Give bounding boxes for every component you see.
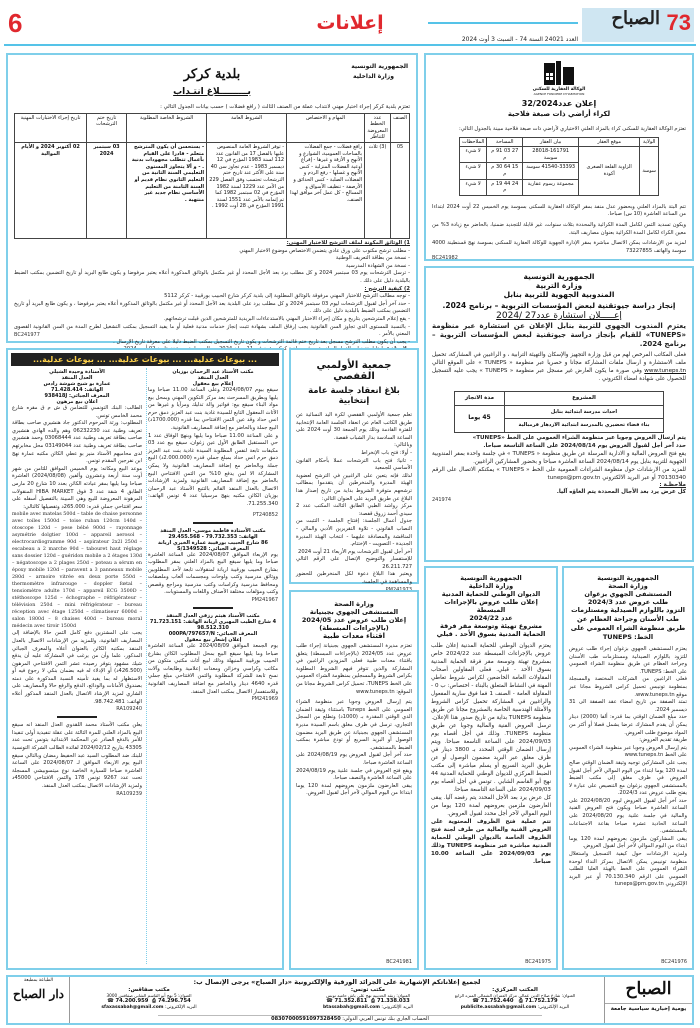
kerker-grade: 05: [391, 142, 410, 238]
jbeniana-p4: ويقع فتح العروض في جلسة علنية يوم 2024/08/19 على الساعة العاشرة والنصف صباحا.: [296, 767, 412, 782]
zaghouan-p7: يجب على المشاركين توجيه وثيقة الضمان الوقتي صالح لمدة 120 يوما ابتداء من اليوم الموالي لآخر أجل لقبول العروض في ظرف مغلق إلى مكتب الضبط بالمستشفى الجهوي بزغوان مع التنصيص على عبارة لا يفتح طلب عروض عدد 2024/3.: [569, 759, 688, 797]
gafsa-p2: وبالتالي:: [394, 442, 412, 449]
jc2-h: عمارة بو شيخ شوشة رادس: [43, 381, 111, 387]
nabeul-note-label: ملاحظـة :: [659, 481, 686, 488]
jc1-h: 4 شارع الطيب المهيري اريانة الهاتف: 71.723.151: [149, 619, 277, 626]
jc2-h: الهاتف: 71.428.414: [51, 387, 103, 393]
jc2-p3: موعد البيع ومكانه: يوم الخميس الموافق للثامن من شهر أوت سنة أربعة وعشرون وألفين (2024/08/08) العاشرة صباحا وما يليها بمقر عيادته الكائن بعدد 10 شارع 20 مارس الطابق 4 شقة عدد 3 فوق HIBA MARKET المنقولات المرهونة المعروضة للبيع وهي المبينة بالتفصيل أسفله على سعر افتتاحي جملي قدره: 265.000د وتفصيلها كالتالي:: [12, 465, 143, 510]
nabeul-lead: يعتزم المندوب الجهوي للتربية بنابل الإعلان عن استشارة عبر منظومة «TUNEPS» للقيام بإنجاز دراسة جيوتقنية لبعض المؤسسات التربوية – برنامج 2024.: [432, 322, 686, 348]
kerker-col: الشروط العامة: [207, 113, 287, 142]
office-fax: 74.296.754: [157, 998, 191, 1004]
afh-col: الولاية: [640, 137, 659, 147]
kerker-s1-line: - نسخة من الشهادة المدرسية: [346, 262, 410, 269]
afh-note: لا شيء: [460, 179, 487, 195]
gafsa-p10: ويعتبر هذا البلاغ دعوة لكل المنخرطين للحضور والمساهمة في الجلسة.: [296, 571, 412, 586]
jc2-p4: يجب على المشترين دفع كامل الثمن حالا بالإضافة إلى المصاريف القانونية، وللمزيد من الإرشادات الاتصال بالعدل المنفذ بمكتبه الكائن بالعنوان أعلاه والمعرف الجبائي المذكور، علما وأن من يرغب في المشاركة عليه أن يدفع شيك مشهود بتوفر رصيده عشر الثمن الافتتاحي المرهون (426.500د) أو الإدلاء له فيه بضمان بنكي لا رجوع فيه أو الاستظهار له بما يفيد تأمينه النسبة المذكورة على ذمته بصندوق الأمانات والودائع، الدفع والرفع حالا والمصاريف على الشاري لمزيد الإرشاد الاتصال بالعدل المنفذ المذكور أعلاه الهاتف: 98.742.481.: [12, 630, 142, 705]
kerker-code: BC241977: [14, 332, 40, 338]
zaghouan-p5: طريقة تقديم العروض:: [639, 737, 687, 744]
kerker-deadline: 03 سبتمبر 2024: [87, 142, 127, 238]
kerker-s2-line: - بالنسبة للمستوى الذي تجاوز السن القانونية يجب إرفاق الملف بشهادة تثبت إنجاز خدمات مدنية فعلية أو ما يفيد التسجيل بمكتب التشغيل لطرح المدة من السن القانونية القصوى المعني بالأمر .: [14, 323, 410, 338]
kerker-section1-title: 1) الوثائق المكونة لملف الترشح للاختبار المهني:: [286, 239, 410, 246]
jc1-p1: سيقع بيوم 2024/08/07 وعلى الساعة 11.00 صباحا وما يليها وبطريق المسرحث بعد مركز التكوين المهني وبمحل بيع مواد البناء سيقع بيع: فواتير والة تدليك ومرآيا و غيرها من الأثاث المعقول التابع للسيدة غادية بنت عبد العزيز دمق حرم انس حداد وقد عين الثمن الافتتاحي بما قدره (1700.000د) البيع جملة وبالحاضر مع إضافة المصاريف القانونية.: [148, 387, 278, 431]
nabeul-duration: 45 يوما: [455, 405, 505, 432]
afh-area: 24 44 19 م م: [487, 179, 523, 195]
kerker-ministry: وزارة الداخلية: [352, 73, 394, 80]
ad-zaghouan-tender: [562, 566, 694, 970]
civil-republic: الجمهورية التونسية: [460, 574, 522, 582]
gafsa-p8: آخر أجل لقبول الترشحات يوم الأربعاء 21 أوت 2024: [298, 548, 412, 555]
jc1-code2: PM241967: [251, 597, 278, 604]
jc2-h: الأستاذة وحيدة الشيلي: [49, 369, 105, 375]
kerker-general: - توفر الشروط العامة المنصوص عليها بالفصل 17 من القانون عدد 112 لسنة 1983 المؤرخ في 12 ديسمبر 1983 - عدم تجاوز سن 40 سنة على الأكثر عند تاريخ ختم الترشحات تحتسب وفق الفصل 229 من الأمر عدد 1229 لسنة 1982 المؤرخ في 02 سبتمبر 1982 كما تم إتمامه بالأمر عدد 1551 لسنة 1991 المؤرخ في 28 أوت 1992 .: [207, 142, 287, 238]
footer-office-tunis: [308, 987, 428, 1010]
nabeul-project: إنجاز دراسة جيوتقنية لبعض المؤسسات التربوية – برنامج 2024.: [442, 301, 676, 310]
jc1-h: مكتب الأستاذة فاطمة موسى- العدل المنفذ: [160, 527, 266, 534]
footer-office-hq: [430, 987, 600, 1010]
kerker-s2-line: - يقع إعلام المترشحين بتاريخ و مكان إجراء الاختبار المهني بالاستدعاءات البريدية للمترشحين الذين قبلت ترشحاتهم.: [163, 315, 410, 322]
nabeul-directorate: المندوبية الجهوية للتربية بنابل: [503, 290, 615, 299]
jc2-p1: الطالب: البنك التونسي للتضامن ق ش م ق مقره شارع محمد الخامس تونس.: [12, 405, 142, 419]
office-phone: 71.752.440: [480, 998, 514, 1004]
nabeul-note: كل عرض يرد بعد الأجال المحددة يتم الغاؤه آليا.: [556, 489, 686, 496]
nabeul-republic: الجمهورية التونسية: [523, 272, 595, 281]
bank-label: الحساب الجاري بنك تونس العربي الدولي:: [342, 1016, 429, 1022]
gafsa-p3: - أولا: فتح باب الإنخراط: [361, 449, 412, 456]
kerker-col: تاريخ إجراء الاختبارات المهنية: [15, 113, 87, 142]
office-title: مكتب تونس:: [350, 987, 386, 993]
footer-office-sfax: [74, 987, 224, 1010]
office-title: المكتب المركزي:: [492, 987, 538, 993]
kerker-s1-line: - ترسل الترشحات يوم 03 سبتمبر 2024 و كل مطلب يرد بعد الأجل المحدد أو غير مكتمل بالوثائق المذكورة أعلاه يعتبر مرفوضا و يكون طابع البريد أو تاريخ التضمين بمكتب الضبط بالبلدية دليل على ذلك .: [14, 270, 411, 284]
kerker-tasks: رافع فضلات - جمع الفضلات بالساحات العمومية، الشوارع و الأنهج و الأزقة و غيرها - إفراغ أوعية الفضلات المنزلية - كنس الأنهج و غسلها - رفع الردم و الفضلات الصلبة - كنس الحدائق و الأرصفة - تنظيف الأسواق و المسالخ - كل عمل آخر موافق لهذا الصنف.: [287, 142, 365, 238]
jc1-h: العدل المنفذ: [197, 375, 229, 381]
nabeul-col-duration: مدة الانجاز: [455, 392, 505, 406]
jbeniana-subject: اقتناء معدات طبية: [322, 632, 386, 640]
jbeniana-code: BC241981: [386, 959, 412, 965]
afh-intro: تعتزم الوكالة العقارية للسكنى كراء بالمزاد العلني الاختياري لأراضي ذات صبغة فلاحية مبينة بالجدول التالي:: [458, 126, 686, 132]
zaghouan-ministry: وزارة الصحة: [608, 582, 648, 590]
separator: [193, 522, 233, 524]
civil-code: BC241975: [525, 959, 551, 965]
afh-agency-fr: AGENCE FONCIERE D'HABITATION: [533, 92, 585, 96]
kerker-col: الصنف: [391, 113, 410, 142]
kerker-posts: (3) ثلاث: [365, 142, 391, 238]
jc1-h: 86 شارع الحبيب بورقيبة عمارة الخيري اريانة: [157, 539, 268, 546]
jc1-p2: و على الساعة 11.00 صباحا وما يليها وبنهج الوفاق عدد 1 حي المستقبل الطابق الأول عين زغوان، سيقع بيع عدد 03 مكيفات تابعة لنفس المطلوبة السيدة غادية بنت عبد العزيز دمق حرم انس حداد بمبلغ جملي قدره (2.000.000د) البيع جملة وبالحاضر مع إضافة المصاريف القانونية ولا يمكن المشاركة الا لمن يدفع 10% من الثمن الافتتاحي البيع بالحاضر مع إضافة المصاريف القانونية ولمزيد الإرشادات الاتصال بالعدل المنفذ القائم بالتتبع الأستاذ عبد الرحمان بوزيان الكائن مكتبه بنهج مرسيليا عدد 4 تونس الهاتف: 71.255.340.: [148, 432, 279, 507]
jc1-p4: يوم الجمعة الموافق 2024/08/09 على الساعة العاشرة صباحا وما يليها سيقع البيع بمحل المطلوب الكائن بشارع الحبيب بورقيبة المنيهلة وذلك لبيع أثاث مكتبي متكون من مكاتب وكراسي وخزائن ومعدات إعلامية وطابعات وآلات نسخ تابعة للشركة المطلوبة والثمن الافتتاحي مبلغ جملي قدره 4640 دينار وبالحاضر مع اضافة المصاريف القانونية وللاستفسار الاتصال بمكتب العدل المنفذ.: [148, 643, 278, 695]
zaghouan-p3: تمتد الصفقة من تاريخ امضاء عقد الصفقة الى 31 ديسمبر 2024.: [569, 699, 687, 713]
jbeniana-p1: تعتزم مديرة المستشفى الجهوي بجبنيانة إجراء طلب عروض عدد 2024/05 (بالإجراءات المبسطة) يتعلق باقتناء معدات طبية فعلى المزودين الراغبين في المشاركة والذين تتوفر فيهم الشروط المطلوبة بكراس الشروط والمسجلين بمنظومة الشراء العمومي على الخط TUNEPS، تحميل كراس الشروط مجانا من الموقع: www.tuneps.tn: [296, 643, 412, 695]
jc1-h: 98.512.310: [197, 625, 229, 632]
nabeul-ministry: وزارة التربية: [535, 281, 583, 290]
gafsa-p5: لذلك فإنه يتعين على الراغبين في الترشح لعضوية الهيئة المديرة والمنخرطين أن يتقدموا بمطالب ترشحهم متوفرة الشروط بداية من تاريخ إصدار هذا البلاغ عن طريق البريد على العنوان التالي:: [296, 472, 412, 502]
printer-icon: ⎙: [151, 998, 157, 1004]
kerker-republic: الجمهورية التونسية: [351, 63, 408, 70]
zaghouan-p8: حدد آخر أجل لقبول العروض ليوم 2024/08/20 على الساعة العاشرة صباحا ويكون فتح العروض الفنية والمالية في جلسة علنية يوم 2024/08/20 على الساعة الحادية عشرة صباحا بقاعة الاجتماعات بالمستشفى.: [569, 797, 687, 835]
section-title: إعلانات: [316, 12, 384, 34]
zaghouan-subject: التزود باللوازم الصيدلية ومستلزمات طب الأسنان وجراحة العظام عن طريق منظومة الشراء العمومي على الخط: TUNEPS: [570, 606, 686, 641]
kerker-s2-line: - يجب أن يكون مطلب الترشح مسجل بعد تاريخ ختم قائمة الترشحات و يكون تاريخ التسجيل بمكتب الضبط دليلا على معرفة تاريخ الإرسال .: [113, 338, 410, 345]
jc1-h: المعرف الجبائي: S/1349528: [177, 545, 249, 552]
header-rule: [4, 44, 696, 46]
afh-p3: لمزيد من الإرشادات يمكن الاتصال مباشرة بمقر الإدارة الجهوية للوكالة العقارية للسكنى بسوسة نهج قسنطينة 4000 سوسة والهاتف 73227855: [432, 240, 686, 254]
kerker-col: عدد الخطط المعروضة للتناظر: [365, 113, 391, 142]
judicial-sales-banner: ... بيوعات عدلية... ... بيوعات عدلية... ... بيوعات عدلية...: [11, 353, 279, 366]
kerker-municipality: بلدية كركر: [183, 67, 241, 82]
jc2-equipment: mobile avec matelas 500d – table de chaise personne avec toiles 1500d – toise ruban 120cm 140d – otoscope 120d – pese bébé 900d – rayonnage asymétrie dolgtier 100d – appareil aerosol – electrocardiogramme 90d – aspirateur 2x2l 250d – escabeau a 2 marche 90d – tabouret haut réglage sans dossier 120d – guéridon mobile a 2 étages 130d – négatoscope a 2 plages 250d – poteau a sérum en époxy mobile 120d – paravent a 3 panneaux mobile 280d – armoire vitrée en deux porte 550d – thermomètre infrarouge – doppler fœtal – tensiomètre adulte 170d – appareil ECG 3500D – stéthoscope 125d – échographe – réfrigérateur – télévision 250d – mini réfrigérateur – bureau réception avec étage 1250d – climatiseur 6000d – salon 1800d – 8 chaises 400d – bureau moral médecin avec tiroir 1500d: [12, 512, 142, 630]
issue-line-text: العدد 24021 السنة 74 - السبت 3 أوت 2024: [461, 36, 578, 43]
office-address: العنوان: زنقة الحديبية نهج علي باش حامبة تونس: [326, 993, 410, 998]
ad-civil-protection-tender: [424, 566, 558, 970]
nabeul-p2: يتم ارسال العروض وجوبا عبر منظومة الشراء العمومي على الخط «TUNEPS»: [472, 434, 686, 441]
zaghouan-republic: الجمهورية التونسية: [597, 574, 659, 582]
page-header: [0, 0, 700, 46]
zaghouan-p9: يبقى المشاركون ملزمون بعروضهم لمدة 120 يوما ابتداء من اليوم الموالي لآخر أجل لقبول العروض.: [569, 835, 687, 850]
afh-col: الملاحظات: [460, 137, 487, 147]
nabeul-code: 241974: [432, 496, 452, 503]
jbeniana-p5: يبقى العارضون ملزمون بعروضهم لمدة 120 يوما ابتداءا من اليوم الموالي لآخر أجل لقبول العروض.: [296, 782, 412, 797]
kerker-col: تاريخ ختم الترشحات: [87, 113, 127, 142]
separator: [193, 607, 233, 609]
jbeniana-p3: حدد آخر أجل لقبول العروض يوم 2024/08/19 على الساعة العاشرة صباحا.: [296, 752, 412, 766]
kerker-s1-line: - مطلب ترشح مكتوب على ورق عادي يتضمن الاختصاص موضوع الاختبار المهني: [239, 247, 410, 254]
footer-dar-label: الطباعة بمطبعة: [23, 978, 54, 983]
nabeul-p4: يقع فتح العروض المالية و الادارية المرسلة عن طريق منظومة « TUNEPS » في جلسة واحدة بمقر المندوبية الجهوية للتربية بنابل يوم 2024/08/14 الساعة العاشرة صباحا و بحضور المشاركين الراغبين.: [432, 450, 687, 465]
office-address: العنوان: 5 نهج أبو القاسم الشابي صفاقس 3000: [106, 993, 192, 998]
kerker-special: - يستحسن أن يكون المترشح متعلم - قادرا على القيام بأعمال تتطلب مجهودات بدنية . - و ألا يتجاوز المستوى التعليمي السنة الثانية من التعليم الثانوي نظام قديم أو السنة الثامنة من التعليم الأساسي نظام جديد غير منتهية .: [127, 142, 207, 238]
gafsa-p1: تعلم جمعية الأولمبي القفصي لكرة اليد النسائية عن طريق الكاتب العام عن انعقاد الجلسة العامة الإنتخابية للفترة القادمة وذلك يوم الجمعة 30 أوت 2024 على الساعة السادسة بدار الشباب قفصة.: [296, 412, 412, 441]
office-email[interactable]: btassabah@gmail.com: [322, 1005, 380, 1010]
afh-col: المساحة: [487, 137, 523, 147]
bank-account: 08307000591097328450: [271, 1016, 341, 1022]
separator: [57, 716, 97, 718]
afh-location: الزاوية القلعة الصغرى أكودة: [579, 147, 640, 196]
jc1-h: مكتب الأستاذ عبد الرحمان بوزيان: [172, 369, 254, 375]
civil-office: الديوان الوطني للحماية المدنية: [441, 590, 541, 598]
kerker-s2-line: - حدد آخر أجل لقبول الترشحات ليوم 03 سبتمبر 2024 و كل مطلب يرد على البلدية بعد الأجل المحدد أو غير مكتمل بالوثائق المذكورة أعلاه يعتبر مرفوضا ، و يكون طابع البريد أو تاريخ التضمين بمكتب الضبط بالبلدية دليل على ذلك .: [14, 300, 410, 315]
jbeniana-sub: (بالإجراءات المبسطة): [319, 624, 389, 632]
afh-code: BC241982: [432, 255, 458, 262]
zaghouan-hospital: المستشفى الجهوي بزغوان: [584, 590, 672, 598]
nabeul-project-1: احداث مدرسة ابتدائية بنابل: [505, 405, 664, 419]
fax-icon: ☎: [107, 998, 114, 1004]
kerker-exam-date: 02 أكتوبر 2024 و الأيام الموالية: [15, 142, 87, 238]
jc2-code1: RA109240: [116, 706, 142, 713]
afh-note: لا شيء: [460, 147, 487, 163]
jbeniana-ministry: وزارة الصحة: [334, 600, 374, 608]
kerker-intro: تعتزم بلدية كركر إجراء اختبار مهني لانتداب عملة من الصنف الثالث ( رافع فضلات ) حسب بيانات الجدول التالي :: [160, 104, 410, 110]
zaghouan-p1: يعتزم المستشفى الجهوي بزغوان إجراء طلب عروض للتزود باللوازم الصيدلية ومستلزمات طب الأسنان وجراحة العظام عن طريق منظومة الشراء العمومي على الخط: TUNEPS.: [569, 646, 687, 675]
kerker-s1-line: - نسخة من بطاقة التعريف الوطنية: [335, 255, 410, 262]
jc1-code3: PM241969: [251, 696, 278, 703]
tuneps-link[interactable]: www.tuneps.tn: [644, 368, 686, 374]
ad-kerker-recruitment: [6, 53, 418, 343]
afh-area: 27 03 91 م م: [487, 147, 523, 163]
page-number: 6: [8, 8, 23, 38]
civil-p3: كل عرض يرد بعد الأجل المحدد يتم رفضه آليا. يبقى العارضون ملزمين بعروضهم لمدة 120 يوما من اليوم الموالي لآخر أجل محدد لقبول العروض.: [431, 795, 551, 817]
gafsa-p7: جدول أعمال الجلسة: إفتتاح الجلسة - التثبت من النصاب القانوني - تلاوة التقريرين الأدبي والمالي - المناقشة والمصادقة عليهما - انتخاب الهيئة المديرة الجديدة - التصويت - الإختتام.: [296, 518, 412, 548]
civil-title: إعلان طلب عروض بالإجراءات المبسطة: [444, 598, 538, 614]
fax-icon: ☎: [326, 998, 333, 1004]
afh-col: بيان العقار: [523, 137, 579, 147]
footer-dar-block: [8, 977, 70, 1023]
nabeul-project-2: بناء فضاء تحضيري بالمدرسة ابتدائية الازدهار قرمبالية: [505, 419, 664, 433]
office-fax: 71.338.033: [376, 998, 410, 1004]
afh-col: موقع العقار: [579, 137, 640, 147]
footer-contacts: [6, 975, 694, 1025]
afh-p1: تتم البتة بالمزاد العلني وبحضور عدل منفذ بمقر الوكالة العقارية للسكنى بسوسة يوم الخميس 22 أوت 2024 ابتداءا من الساعة العاشرة (10 س) صباحا.: [432, 203, 686, 218]
nabeul-table: [454, 391, 664, 433]
printer-icon: ⎙: [370, 998, 376, 1004]
column-divider: [146, 368, 147, 964]
kerker-title: بـــــــــلاغ انتـداب: [173, 87, 251, 97]
jc2-h: المعرف الجبائي: 938418J: [44, 393, 110, 399]
jc2-p2: المطلوب: ورثة المرحوم الدكتور جاد هنشيري صاحب بطاقة تعريف وطنية عدد 06232230 وهم والده الهادي هنشيري صاحب بطاقة تعريف وطنية عدد 03068444 وحمد هنشيري صاحب بطاقة تعريف وطنية عدد 03149044 محل مخابرتهم لدى محاميهم الأستاذ منير بو عطي الكائن مكتبه عمارة نهج ابن نفرجين المقدم تونس.: [12, 420, 142, 465]
jbeniana-title: إعلان طلب عروض عدد 2024/05: [301, 616, 407, 624]
afh-note: لا شيء: [460, 163, 487, 179]
gafsa-p9: للإستفسار والتوضيح الإتصال على الرقم التالي 26.211.727: [296, 556, 412, 570]
judicial-col-left: [12, 369, 142, 797]
jc2-p5: يعلن مكتب الأستاذ محمد اللقدوي العدل المنفذ انه سيقع البيع بالمزاد العلني للمرة الثالثة على عقلة تنفيذية أولى تنفيذا للأمر بالدفع الصادر عن المحكمة الابتدائية بتونس تحت عدد 43305 بتاريخ 2024/02/12 لفائدة الطالب الشركة التونسية للبنك ضد المطلوب السيد عبد الحفيظ رمضان وبالتالي سيقع البيع يوم الاربعاء الموافق لـ 2024/08/07 على الساعة العاشرة صباحا للسيارة الخاصة نوع ميتسوبيشي المسجلة تحت عدد 9267 تونس 178 والثمن الافتتاحي 45000د ولمزيد الإرشادات الاتصال بمكتب العدل المنفذ.: [12, 722, 143, 789]
afh-p2: ويكون تسديد الثمن لكامل المدة الكرائية والمحددة بثلاث سنوات، غير قابلة للتجديد ضمنيا، بالحاضر مع زيادة 3% من معين الكراء لكامل المدة الكرائية بعنوان مصاريف البتة.: [432, 221, 686, 236]
jc1-h: إعلان إشعار بيع معقول: [184, 637, 242, 644]
masthead-logo: [582, 8, 694, 42]
nabeul-p5: للمزيد من الارشادات حول منظومة الشراءات العمومية على الخط « TUNEPS » يمكنكم الاتصال على الرقم 70130340 أو عبر البريد الالكتروني tuneps@pm.gov.tn: [432, 466, 686, 481]
office-phone: 74.200.959: [115, 998, 149, 1004]
email-label: البريد الإلكتروني:: [381, 1005, 414, 1010]
office-phone: 71.352.811: [334, 998, 368, 1004]
logo-text: الصباح: [611, 8, 660, 29]
issue-line: [428, 22, 578, 45]
afh-logo: [544, 61, 574, 87]
email-label: البريد الإلكتروني:: [164, 1005, 197, 1010]
afh-parcel: 28018-161791 سوسة: [523, 147, 579, 163]
zaghouan-code: BC241976: [661, 959, 687, 965]
nabeul-title: إعـــــلان استشارة عدد27 /2024: [496, 311, 622, 321]
nabeul-p1b: وفي صورة ما يكون العارض غير مسجل عبر منظومة « TUNEPS » يجب عليه التسجيل للحصول على شهادة امضاء الكتروني .: [432, 368, 686, 382]
jc1-h: الهاتف: 79.732.353 - 29.455.568: [168, 533, 258, 540]
nabeul-p3: حدد آخر أجل لقبول العروض يوم 2024/08/14 على الساعة التاسعة صباحا.: [483, 442, 686, 449]
ad-afh-land-rental: [424, 53, 694, 261]
kerker-s2-line: - توجه مطالب الترشح للاختبار المهني مرفوقة بالوثائق المطلوبة إلى بلدية كركر شارع الحبيب بورقيبة - كركر 5112: [164, 293, 410, 300]
afh-parcel: 41540-33393 سوسة: [523, 163, 579, 179]
kerker-col: الشروط الخاصة المطلوبة: [127, 113, 207, 142]
gafsa-p4: - ثانيا: فتح باب الترشحات عملا بأحكام القانون الأساسي للجمعية: [296, 457, 412, 472]
afh-agency: الوكالة العقارية للسكنى: [532, 87, 586, 92]
civil-p1: يعتزم الديوان الوطني للحماية المدنية إعلان طلب عروض بالإجراءات المبسطة عدد 2024/22 خاص بمشروع تهيئة وتوسعة مقر فرقة الحماية المدنية بسوق الأحد - قبلي. فعلى المقاولين أصحاب المقاولات العامة الخاضعين لكراس شروط تعاطي المهنة في النشاط المتعلق بالبناء - اختصاص: ب 0 - المقاولة العامة - الصنف 1 فما فوق سارية المفعول والراغبين في المشاركة تحميل كراس الشروط والأمثلة الهندسية الخاصة بالمشروع مجانا عن طريق منظومة TUNEPS بداية من تاريخ صدور هذا الإعلان.: [431, 643, 552, 721]
jbeniana-p2: يتم إرسال العروض وجوبا عبر منظومة الشراء العمومي على الخط Tuneps باستثناء وثيقة الضمان الذي الوقتي المقدرة بـ (1000د) وتطلع من السجل التجاري، ترسل في ظرف مغلق باسم السيدة مديرة المستشفى الجهوي بجبنيانة عن طريق البريد مضمون الوصول أو البريد السريع أو تودع مباشرة بمكتب الضبط بالمستشفى.: [296, 699, 412, 751]
afh-title: إعلان عدد32/2024: [521, 99, 597, 108]
office-email[interactable]: sfaxassabah@gmail.com: [101, 1005, 164, 1010]
footer-brand-block: [604, 977, 692, 1023]
kerker-col: المهام و الاختصاص: [287, 113, 365, 142]
nabeul-p1: فعلى المكاتب المرخص لهم من قبل وزارة التجهيز والإسكان والتهيئة الترابية ، و الراغبين في المشاركة، تحميل ملف الاستشارة و ارسال ملفات المشاركة مجانا و حصريا عبر منظومة « TUNEPS » على الموقع التالي: [432, 352, 686, 366]
kerker-table: [14, 113, 410, 239]
ad-nabeul-consultation: [424, 266, 694, 562]
footer-dar-logo: دار الصباح: [12, 987, 65, 1001]
zaghouan-p2: فعلى الراغبين من الشركات المختصة والمسجلة بمنظومة تونيبس تحميل كراس الشروط مجانا عبر موقع www.tuneps.tn.: [569, 676, 687, 698]
jc2-h: اعلان بيع مرهون: [56, 399, 98, 405]
gafsa-p6: مركز رواشد الطبي الطابق الثالث المكتب عدد 2 سيدي أحمد زروق قفصة:: [296, 503, 412, 517]
logo-number: 73: [666, 10, 691, 35]
civil-project: مشروع تهيئة وتوسعة مقر فرقة الحماية المدنية بسوق الأحد . قبلي: [436, 622, 546, 638]
ad-jbeniana-tender: [289, 590, 419, 970]
zaghouan-p10: ولمزيد الإرشادات حول كيفية التسجيل واستغلال منظومة تونيبس يمكن الاتصال بمركز النداء لوحدة الشراء العمومي على الخط بالهيئة العليا للطلب العمومي على الرقم 70.130.340 أو عبر البريد الإلكتروني tuneps@pm.gov.tn: [569, 851, 687, 888]
zaghouan-title: طلب عروض عدد 2024/3: [587, 598, 669, 606]
afh-parcel: مجموعة رسوم عقارية: [523, 179, 579, 195]
fax-icon: ☎: [472, 998, 479, 1004]
ad-gafsa-general-assembly: [289, 348, 419, 584]
email-label: البريد الإلكتروني:: [537, 1005, 570, 1010]
jc2-code2: RA109239: [116, 790, 142, 797]
jc2-h: العدل المنفذ: [61, 375, 93, 381]
footer-brand: الصباح: [625, 979, 672, 999]
afh-governorate: سوسة: [640, 147, 659, 196]
zaghouan-p6: يتم إرسال العروض وجوبا عبر منظومة الشراء العمومي على الخط www.tuneps.tn: [569, 744, 687, 759]
civil-p4: تتم عملية فتح الظروف المحتوية على العروض الفنية والمالية من طرف لجنة فتح الظروف الخاصة بالديوان الوطني للحماية المدنية مباشرة عبر منظومة TUNEPS وذلك يوم 2024/09/03 على الساعة 10.00 صباحا.: [431, 819, 552, 865]
jc1-h: المعرف الجبائي: 000PA/797657/N: [168, 631, 258, 638]
jc1-h: مكتب الأستاذ هيثم رزقي العدل المنفذ: [166, 613, 260, 620]
jc1-code1: PT240852: [252, 511, 278, 518]
office-title: مكتب صفاقس:: [128, 987, 170, 993]
gafsa-title1: جمعية الأولمبي القفصي: [316, 360, 392, 382]
civil-number: عدد 2024/22: [469, 614, 513, 622]
civil-ministry: وزارة الداخلية: [468, 582, 514, 590]
afh-table: [459, 137, 659, 196]
civil-p2: ترسل العروض الفنية والمالية وجوبا عن طريق منظومة TUNEPS. وذلك في أجل أقصاه يوم 2024/09/03 على الساعة التاسعة صباحا. ويتم إرسال الضمان الوقتي المحدد بـ 3800 دينار في ظرف مغلق عبر البريد مضمون الوصول أو عن طريق البريد السريع أو يسلم مباشرة إلى مكتب الضبط المركزي للديوان الوطني للحماية المدنية 44 نهج أبو القاسم الشابي . تونس في أجل أقصاه يوم 2024/09/03 على الساعة التاسعة صباحا.: [431, 723, 551, 793]
jc1-p3: يوم الإربعاء الموافق 2024/08/07 على الساعة العاشرة صباحا وما يليها سيقع البيع بالمزاد العلني بمقر المطلوب بشارع الحبيب بورقيبة اريانة لمنقولات تابعة لأحد المطلوبين ووثائق مدرسية وكتب ولوحات ومجسمات ألعاب وملصقات ومحافظ مدرسية وكراسات وكتب مدرسية ومراجع وقصص وكتب ومؤلفات مختلفة الأصناف واللغات والمستويات.: [148, 551, 278, 596]
footer-heading: لجميع إعلاناتكم الإشهارية على الجرائد الورقية والإلكترونية «دار الصباح» يرجى الإتصال ب:: [193, 978, 481, 986]
judicial-sales: [6, 348, 284, 970]
jc1-h: إعلام بيع معقول: [192, 381, 234, 387]
zaghouan-p4: حدد مبلغ الضمان الوقتي بما قدره: ألفا (2000) دينار يمكن أن يقدم المشارك عرضا يشمل فصلا أو أكثر من المواد موضوع طلب العروض.: [569, 714, 687, 736]
office-email[interactable]: publicite.assabah@gmail.com: [460, 1005, 537, 1010]
judicial-col-right: [148, 369, 278, 702]
afh-area: 15 64 30 م م: [487, 163, 523, 179]
office-address: العنوان: شارع صلاح الدين عمالي مركز العمران الشمالي المنزه الرابع: [454, 993, 576, 998]
nabeul-col-project: المشروع: [505, 392, 664, 406]
printer-icon: ⎙: [518, 998, 524, 1004]
footer-tagline: يومية إخبارية سياسية جامعة: [605, 1003, 692, 1012]
jbeniana-hospital: المستشفى الجهوي بجبنيانة: [309, 608, 399, 616]
kerker-section2-title: 2) كيفية الترشح :: [364, 285, 410, 292]
footer-bank: [158, 1015, 542, 1022]
gafsa-title2: بلاغ انعقاد جلسة عامة إنتخابية: [308, 386, 400, 406]
afh-subtitle: لكراء أراضي ذات صبغة فلاحية: [507, 110, 611, 118]
office-fax: 71.752.179: [524, 998, 558, 1004]
